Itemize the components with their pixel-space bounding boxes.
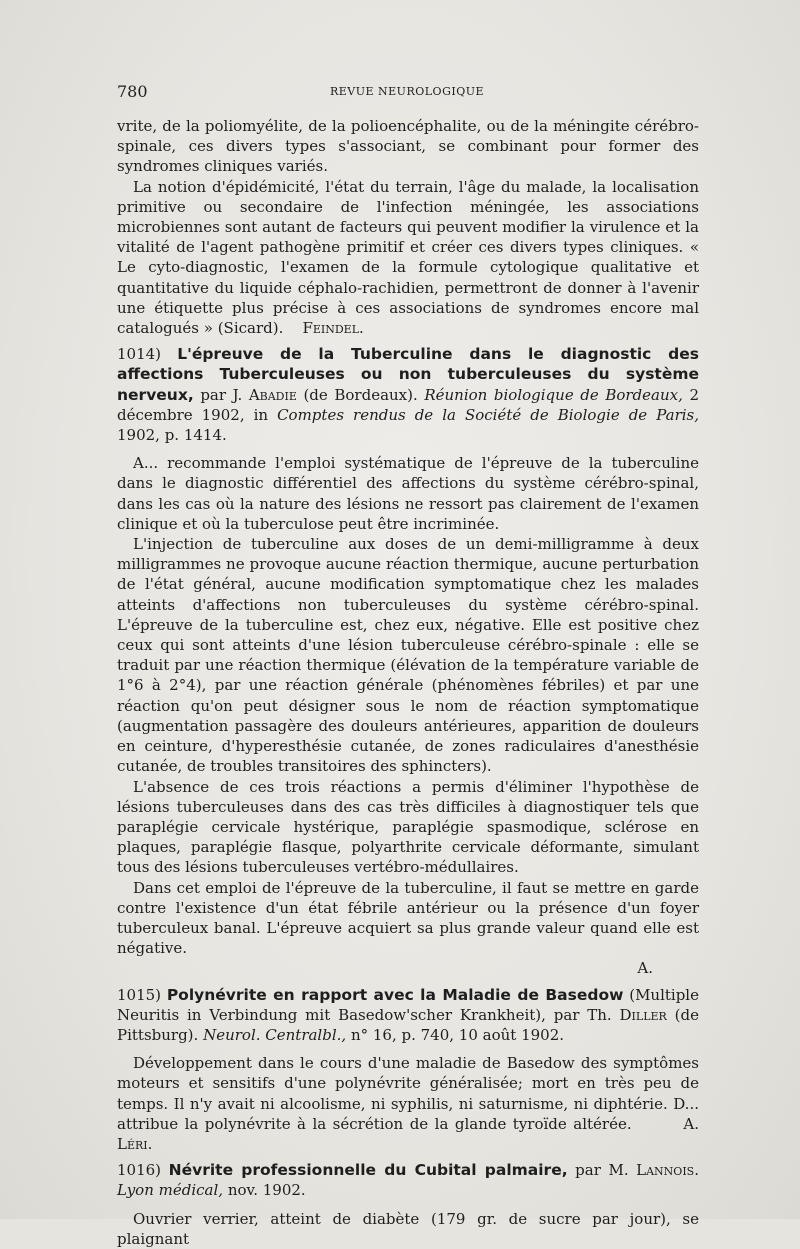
entry-pages: 1902, p. 1414. bbox=[117, 426, 227, 445]
entry-paragraph: Dans cet emploi de l'épreuve de la tuberculine, il faut se mettre en garde contre l'existence d'un état fébrile antérieur ou la présence d'un foyer tuberculeux banal. L'épreuve acquiert sa plus grande valeur quand elle est négative. bbox=[117, 878, 699, 958]
entry-heading-1014 bbox=[117, 344, 699, 445]
entry-source-2: Comptes rendus de la Société de Biologie de Paris, bbox=[277, 405, 699, 424]
running-title: REVUE NEUROLOGIQUE bbox=[329, 85, 485, 98]
entry-pages: n° 16, p. 740, 10 août 1902. bbox=[346, 1025, 565, 1044]
entry-affiliation: (de Bordeaux). bbox=[296, 385, 425, 404]
entry-date: nov. 1902. bbox=[223, 1181, 306, 1200]
entry-date: 2 décembre 1902, in bbox=[117, 385, 699, 424]
entry-paragraph bbox=[117, 1053, 699, 1154]
entry-paragraph: Ouvrier verrier, atteint de diabète (179 gr. de sucre par jour), se plaignant bbox=[117, 1209, 699, 1248]
entry-title: Polynévrite en rapport avec la Maladie de Basedow bbox=[166, 985, 624, 1004]
entry-source: Lyon médical, bbox=[117, 1181, 224, 1200]
entry-title: L'épreuve de la Tuberculine dans le diagnostic des affections Tuberculeuses ou non tuberculeuses du système nerveux, bbox=[117, 345, 699, 404]
entry-source: Neurol. Centralbl., bbox=[203, 1025, 347, 1044]
continuation-paragraph: vrite, de la poliomyélite, de la polioencéphalite, ou de la méningite cérébro-spinale, ces divers types s'associant, se combinant pour former des syndromes cliniques variés. bbox=[117, 117, 699, 176]
signature: A. bbox=[637, 959, 653, 978]
entry-heading-1016 bbox=[117, 1160, 699, 1200]
paragraph-text: La notion d'épidémicité, l'état du terrain, l'âge du malade, la localisation primitive ou secondaire de l'infection méningée, les associations microbiennes sont autant de facteurs qui peuvent modifier la virulence et la vitalité de l'agent pathogène primitif et créer ces divers types cliniques. « Le cyto-diagnostic, l'examen de la formule cytologique qualitative et quantitative du liquide céphalo-rachidien, permettront de donner à l'avenir une étiquette plus précise à ces associations de syndromes encore mal catalogués » (Sicard). bbox=[117, 177, 699, 338]
entry-paragraph: A... recommande l'emploi systématique de l'épreuve de la tuberculine dans le diagnostic différentiel des affections du système cérébro-spinal, dans les cas où la nature des lésions ne ressort pas clairement de l'examen clinique et où la tuberculose peut être incriminée. bbox=[117, 454, 699, 533]
entry-number: 1014) bbox=[117, 345, 162, 364]
entry-paragraph: L'absence de ces trois réactions a permis d'éliminer l'hypothèse de lésions tuberculeuses dans des cas très difficiles à diagnostiquer tels que paraplégie cervicale hystérique, paraplégie spasmodique, sclérose en plaques, paraplégie flasque, polyarthrite cervicale déformante, simulant tous des lésions tuberculeuses vertébro-médullaires. bbox=[117, 777, 699, 877]
entry-affiliation: (de Pittsburg). bbox=[117, 1005, 699, 1044]
page-header bbox=[117, 82, 697, 102]
entry-author: Diller bbox=[619, 1005, 667, 1024]
entry-author: Lannois bbox=[636, 1161, 695, 1180]
entry-subtitle: (Multiple Neuritis in Verbindung mit Basedow'scher Krankheit), par Th. bbox=[117, 985, 699, 1024]
entry-by: par M. bbox=[567, 1161, 637, 1180]
page-body bbox=[117, 116, 699, 1249]
paragraph-text: Développement dans le cours d'une maladie de Basedow des symptômes moteurs et sensitifs d'une polynévrite généralisée; mort en très peu de temps. Il n'y avait ni alcoolisme, ni syphilis, ni saturnisme, ni diphtérie. D... attribue la polynévrite à la sécrétion de la glande tyroïde altérée. bbox=[117, 1054, 699, 1133]
entry-number: 1016) bbox=[117, 1161, 162, 1180]
page-number: 780 bbox=[117, 82, 148, 101]
entry-number: 1015) bbox=[117, 985, 162, 1004]
signature: Feindel. bbox=[302, 319, 364, 338]
entry-paragraph: L'injection de tuberculine aux doses de un demi-milligramme à deux milligrammes ne provoque aucune réaction thermique, aucune perturbation de l'état général, aucune modification symptomatique chez les malades atteints d'affections non tuberculeuses du système cérébro-spinal. L'épreuve de la tuberculine est, chez eux, négative. Elle est positive chez ceux qui sont atteints d'une lésion tuberculeuse cérébro-spinale : elle se traduit par une réaction thermique (élévation de la température variable de 1°6 à 2°4), par une réaction générale (phénomènes fébriles) et par une réaction qu'on peut désigner sous le nom de réaction symptomatique (augmentation passagère des douleurs antérieures, apparition de douleurs en ceinture, d'hyperesthésie cutanée, de zones radiculaires d'anesthésie cutanée, de troubles transitoires des sphincters). bbox=[117, 535, 699, 776]
entry-source: Réunion biologique de Bordeaux, bbox=[424, 385, 683, 404]
entry-separator: . bbox=[694, 1161, 699, 1180]
entry-heading-1015 bbox=[117, 985, 699, 1046]
entry-author: Abadie bbox=[248, 385, 297, 404]
entry-by: par J. bbox=[193, 385, 249, 404]
signature: A. Léri. bbox=[117, 1114, 699, 1153]
continuation-paragraph bbox=[117, 177, 699, 339]
entry-title: Névrite professionnelle du Cubital palmaire, bbox=[168, 1161, 568, 1180]
